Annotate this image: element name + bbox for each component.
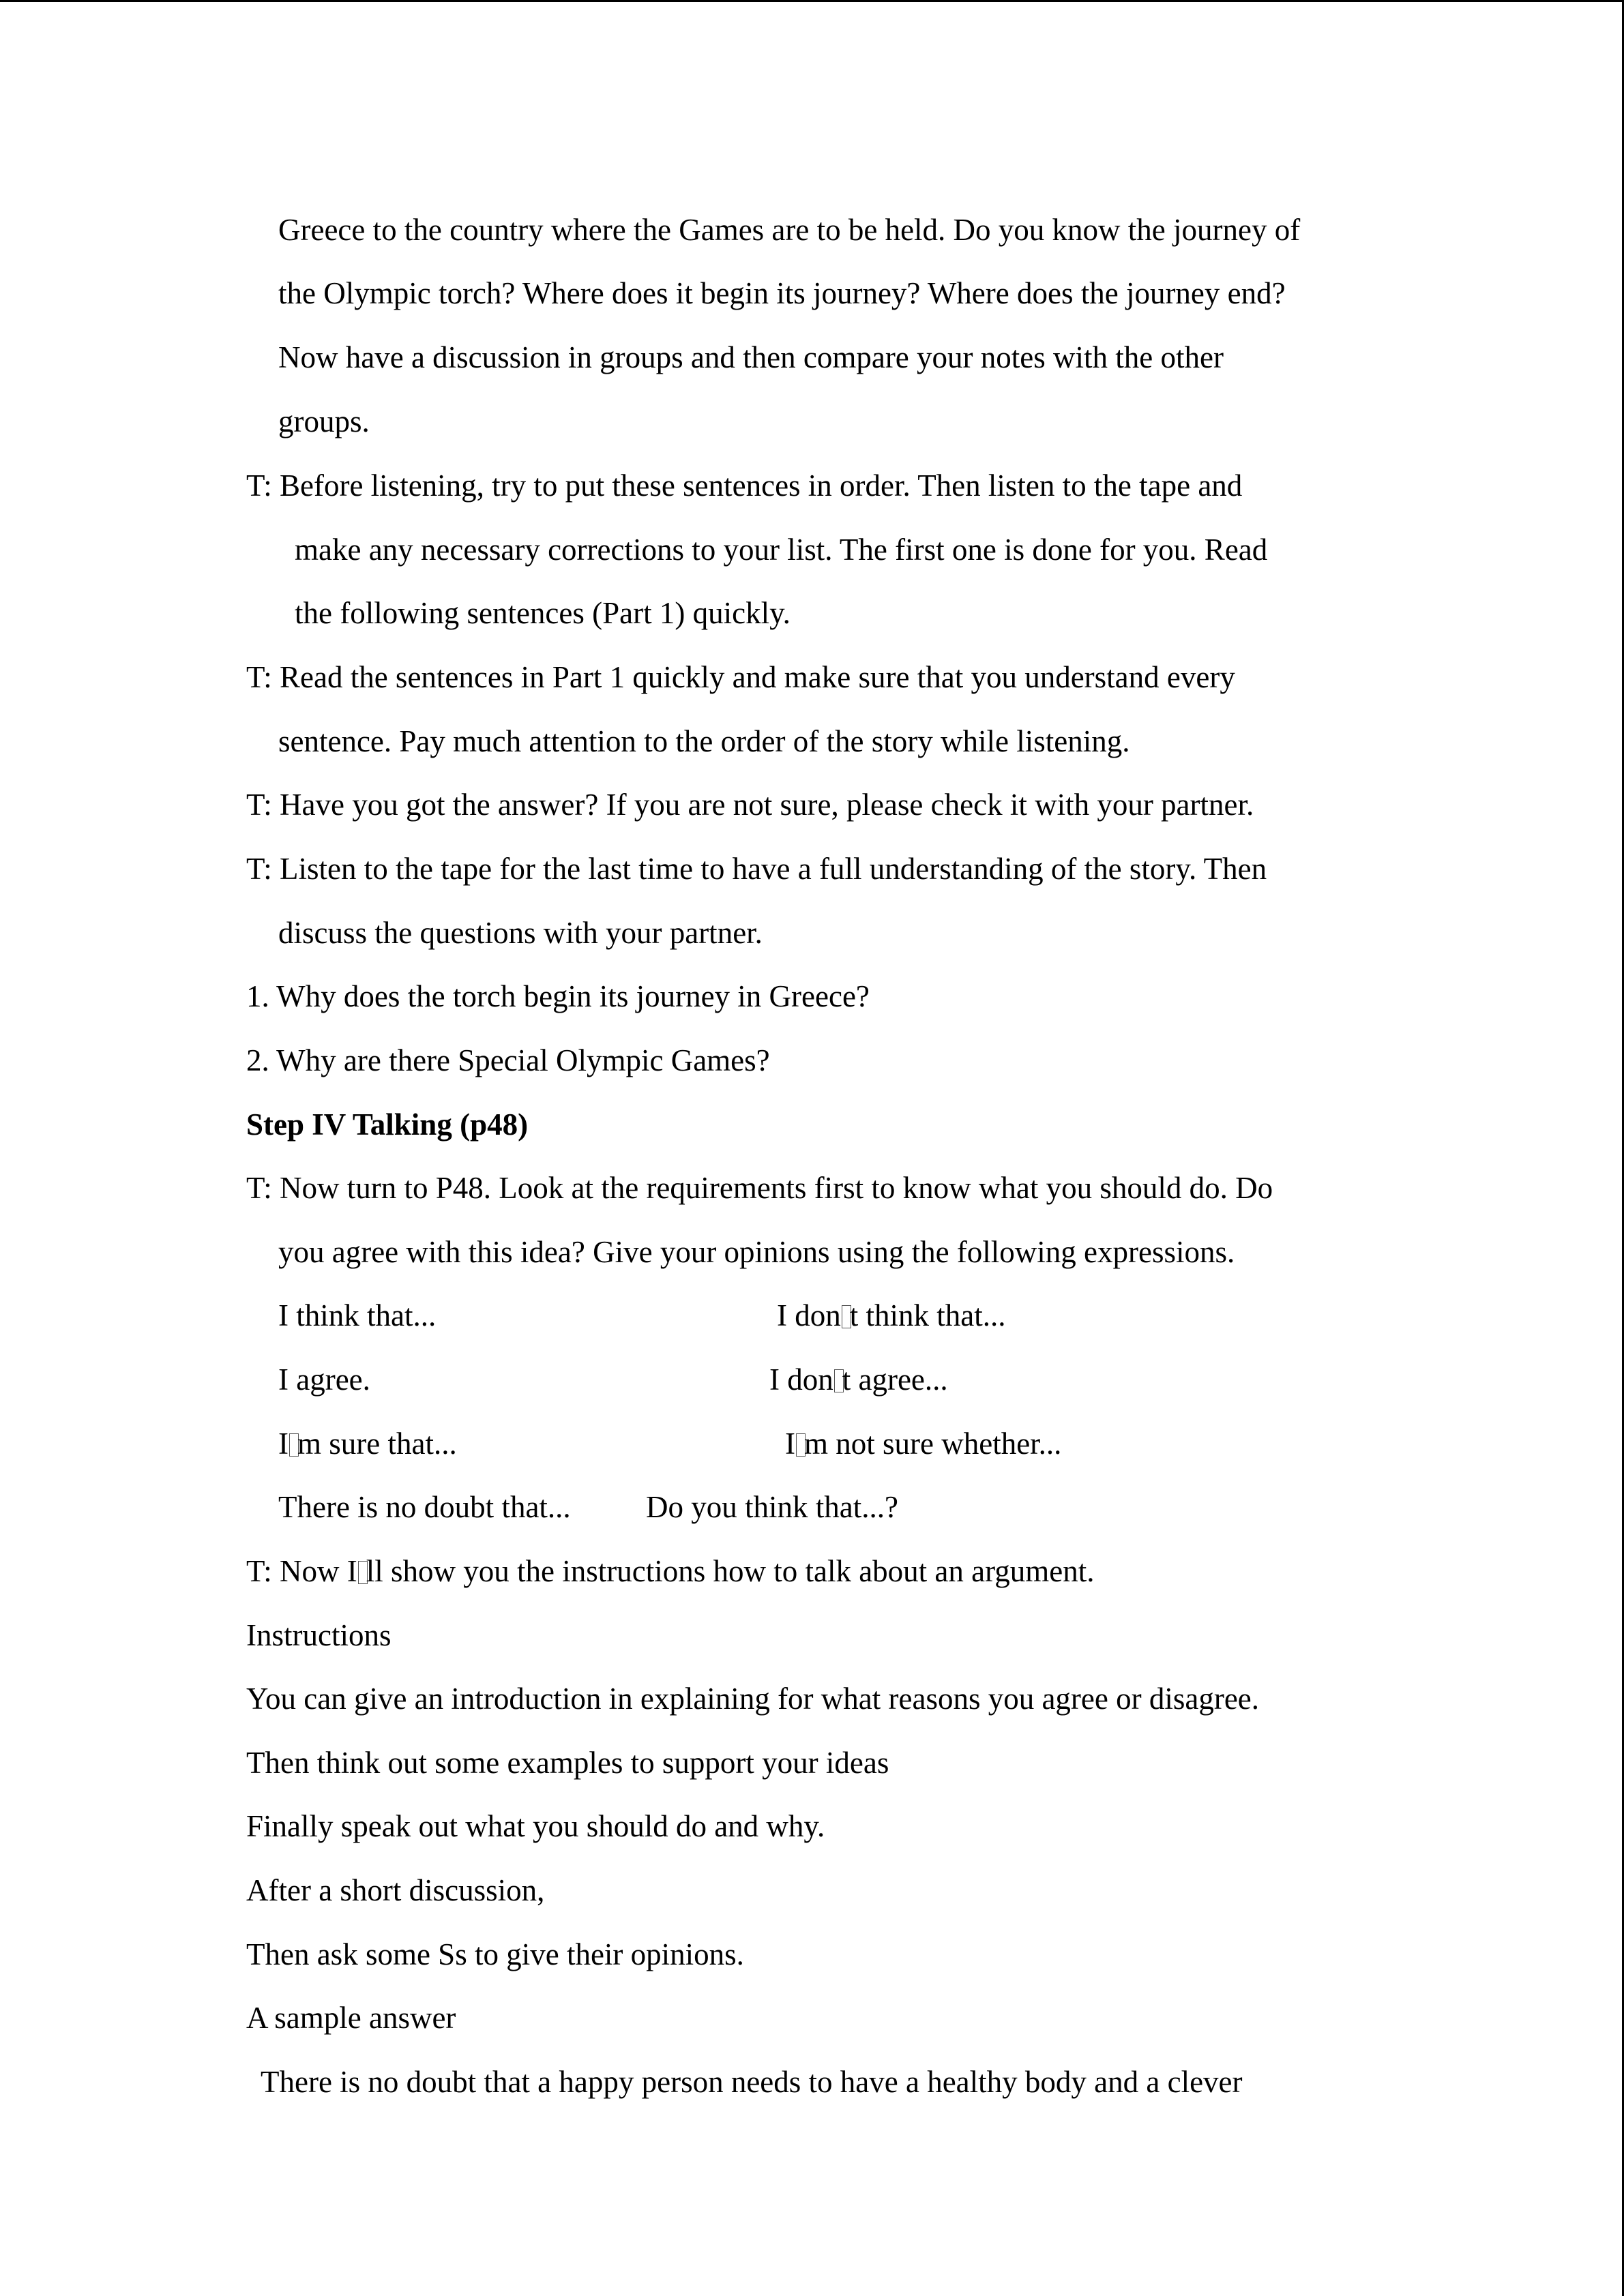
text-line: Greece to the country where the Games are to be held. Do you know the journey of bbox=[278, 213, 1301, 247]
text-line: discuss the questions with your partner. bbox=[278, 916, 763, 950]
text-line: T: Now I ll show you the instructions how to talk about an argument. bbox=[246, 1554, 1095, 1588]
text-line: You can give an introduction in explaining for what reasons you agree or disagree. bbox=[246, 1682, 1260, 1716]
text-line: Then think out some examples to support your ideas bbox=[246, 1746, 889, 1780]
question-1: 1. Why does the torch begin its journey in Greece? bbox=[246, 979, 870, 1013]
expression: I think that... bbox=[278, 1298, 437, 1332]
text-line: T: Before listening, try to put these sentences in order. Then listen to the tape and bbox=[246, 468, 1243, 503]
expression: I don t agree... bbox=[769, 1362, 948, 1397]
expression: I don t think that... bbox=[777, 1298, 1006, 1332]
expression: There is no doubt that... bbox=[278, 1490, 571, 1524]
text-line: groups. bbox=[278, 404, 370, 438]
text-line: Now have a discussion in groups and then compare your notes with the other bbox=[278, 340, 1224, 374]
text-line: T: Now turn to P48. Look at the requirements first to know what you should do. Do bbox=[246, 1171, 1273, 1205]
sample-answer-heading: A sample answer bbox=[246, 2001, 456, 2035]
text-line: T: Read the sentences in Part 1 quickly and make sure that you understand every bbox=[246, 660, 1235, 694]
text-line: T: Listen to the tape for the last time to have a full understanding of the story. Then bbox=[246, 852, 1267, 886]
step-heading: Step IV Talking (p48) bbox=[246, 1107, 529, 1142]
question-2: 2. Why are there Special Olympic Games? bbox=[246, 1043, 770, 1077]
text-line: After a short discussion, bbox=[246, 1873, 545, 1907]
expression: Do you think that...? bbox=[646, 1490, 898, 1524]
text-line: T: Have you got the answer? If you are not sure, please check it with your partner. bbox=[246, 788, 1254, 822]
text-line: the following sentences (Part 1) quickly. bbox=[295, 596, 791, 630]
text-line: There is no doubt that a happy person needs to have a healthy body and a clever bbox=[261, 2065, 1243, 2099]
instructions-heading: Instructions bbox=[246, 1618, 392, 1652]
expression: I m sure that... bbox=[278, 1427, 457, 1461]
page-border-top bbox=[0, 0, 1624, 2]
text-line: Then ask some Ss to give their opinions. bbox=[246, 1937, 744, 1971]
text-line: the Olympic torch? Where does it begin its journey? Where does the journey end? bbox=[278, 276, 1286, 310]
text-line: you agree with this idea? Give your opinions using the following expressions. bbox=[278, 1235, 1235, 1269]
expression: I m not sure whether... bbox=[785, 1427, 1062, 1461]
text-line: make any necessary corrections to your list. The first one is done for you. Read bbox=[295, 533, 1268, 567]
expression: I agree. bbox=[278, 1362, 370, 1397]
text-line: sentence. Pay much attention to the order of the story while listening. bbox=[278, 724, 1130, 758]
text-line: Finally speak out what you should do and why. bbox=[246, 1809, 825, 1843]
